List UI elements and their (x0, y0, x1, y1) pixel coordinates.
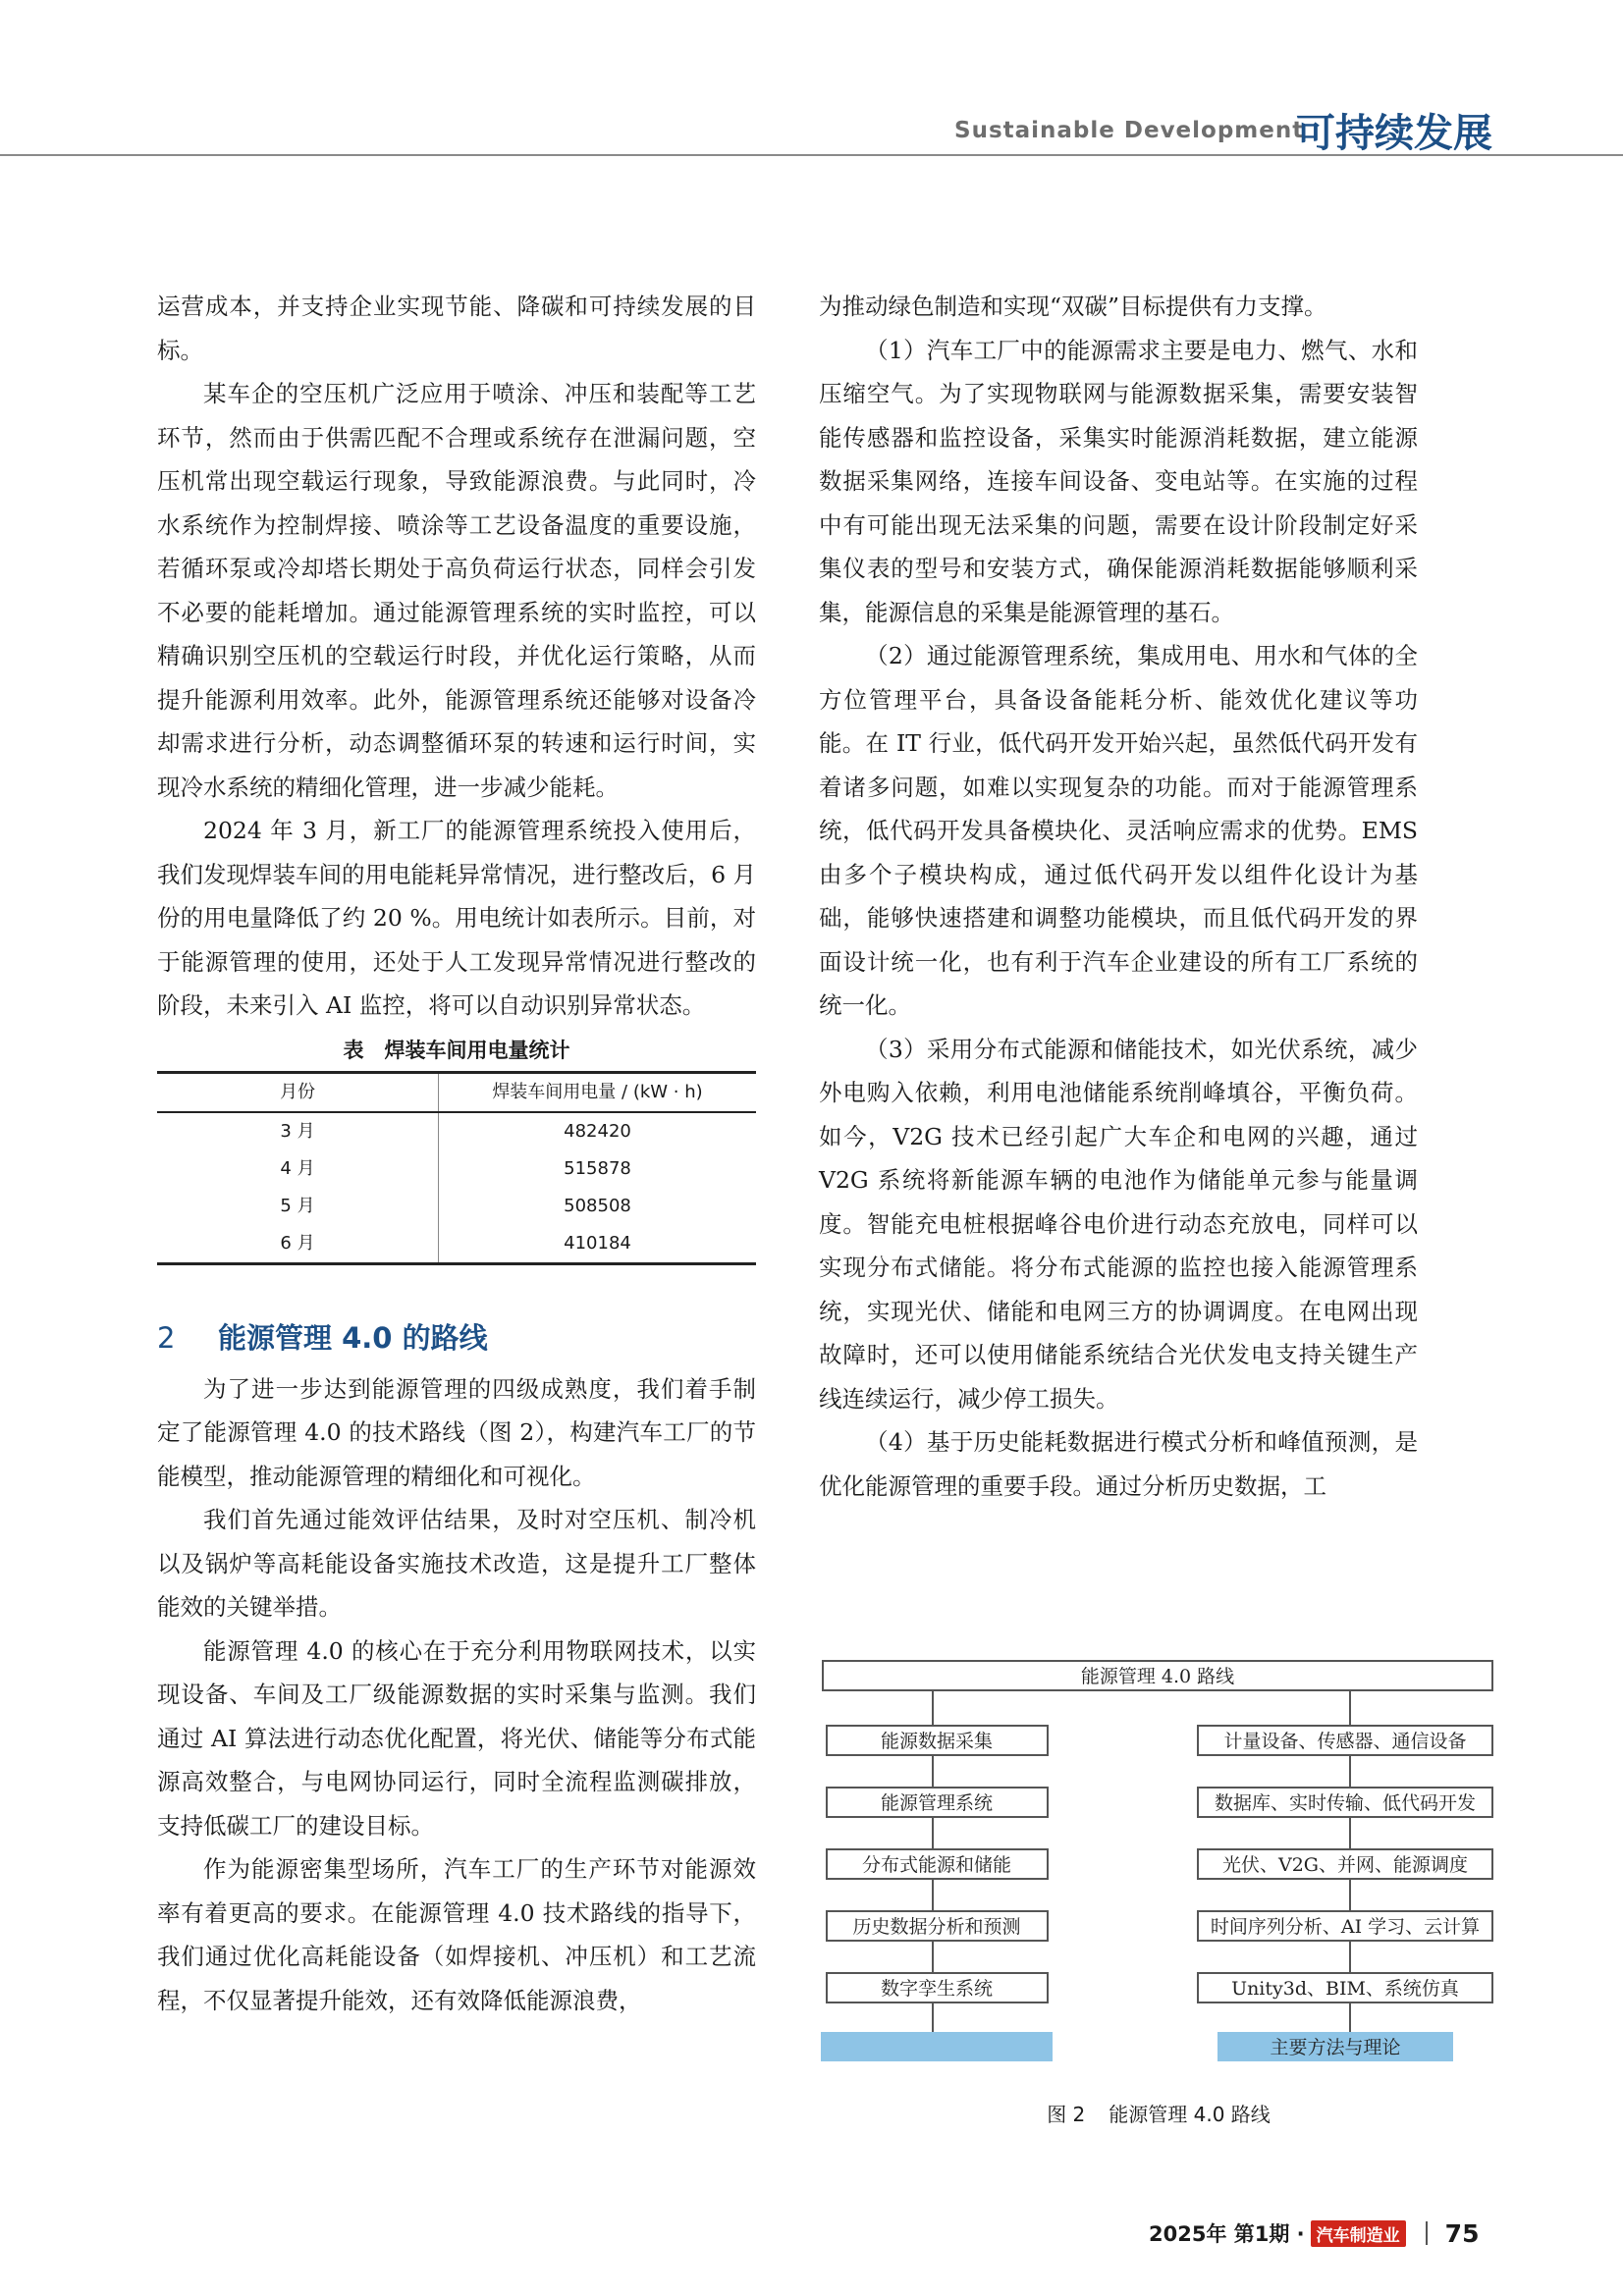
paragraph: （2）通过能源管理系统，集成用电、用水和气体的全方位管理平台，具备设备能耗分析、能效优化建议等功能。在 IT 行业，低代码开发开始兴起，虽然低代码开发有着诸多问题，如难以实现复杂的功能。而对于能源管理系统，低代码开发具备模块化、灵活响应需求的优势。EMS 由多个子模块构成，通过低代码开发以组件化设计为基础，能够快速搭建和调整功能模块，而且低代码开发的界面设计统一化，也有利于汽车企业建设的所有工厂系统的统一化。 (819, 642, 1418, 1019)
left-item-2: 能源管理系统 (880, 1792, 994, 1814)
paragraph: 2024 年 3 月，新工厂的能源管理系统投入使用后，我们发现焊装车间的用电能耗异常情况，进行整改后，6 月份的用电量降低了约 20 %。用电统计如表所示。目前，对于能源管理的使用，还处于人工发现异常情况进行整改的阶段，未来引入 AI 监控，将可以自动识别异常状态。 (157, 817, 756, 1019)
right-item-1: 计量设备、传感器、通信设备 (1223, 1731, 1467, 1752)
paragraph: 为了进一步达到能源管理的四级成熟度，我们着手制定了能源管理 4.0 的技术路线（图 2），构建汽车工厂的节能模型，推动能源管理的精细化和可视化。 (157, 1374, 756, 1490)
table-cell-usage: 515878 (564, 1157, 631, 1179)
footer-divider (1426, 2221, 1428, 2245)
paragraph: 我们首先通过能效评估结果，及时对空压机、制冷机以及锅炉等高耗能设备实施技术改造，这是提升工厂整体能效的关键举措。 (157, 1506, 756, 1621)
paragraph: （3）采用分布式能源和储能技术，如光伏系统，减少外电购入依赖，利用电池储能系统削峰填谷，平衡负荷。如今，V2G 技术已经引起广大车企和电网的兴趣，通过 V2G 系统将新能源车辆的电池作为储能单元参与能量调度。智能充电桩根据峰谷电价进行动态充放电，同样可以实现分布式储能。将分布式能源的监控也接入能源管理系统，实现光伏、储能和电网三方的协调调度。在电网出现故障时，还可以使用储能系统结合光伏发电支持关键生产线连续运行，减少停工损失。 (819, 1035, 1418, 1413)
table-row (157, 1112, 756, 1150)
left-item-3: 分布式能源和储能 (861, 1854, 1012, 1876)
right-item-2: 数据库、实时传输、低代码开发 (1214, 1792, 1477, 1814)
section-number: 2 (157, 1320, 176, 1355)
right-item-3: 光伏、V2G、并网、能源调度 (1222, 1854, 1468, 1876)
right-item-4: 时间序列分析、AI 学习、云计算 (1210, 1916, 1481, 1938)
issue-text: 2025年 第1期 · (1149, 2222, 1305, 2246)
section-heading (157, 1316, 756, 1360)
paragraph: 某车企的空压机广泛应用于喷涂、冲压和装配等工艺环节，然而由于供需匹配不合理或系统存在泄漏问题，空压机常出现空载运行现象，导致能源浪费。与此同时，冷水系统作为控制焊接、喷涂等工艺设备温度的重要设施，若循环泵或冷却塔长期处于高负荷运行状态，同样会引发不必要的能耗增加。通过能源管理系统的实时监控，可以精确识别空压机的空载运行时段，并优化运行策略，从而提升能源利用效率。此外，能源管理系统还能够对设备冷却需求进行分析，动态调整循环泵的转速和运行时间，实现冷水系统的精细化管理，进一步减少能耗。 (157, 380, 756, 801)
left-footer-box (821, 2032, 1053, 2061)
right-footer-label: 主要方法与理论 (1270, 2037, 1401, 2058)
table-cell-month: 6 月 (157, 1225, 439, 1264)
figure-caption-label: 图 2 (1047, 2103, 1086, 2126)
table-header-row (157, 1072, 756, 1112)
figure-caption-text: 能源管理 4.0 路线 (1109, 2103, 1271, 2126)
table-title: 表 焊装车间用电量统计 (343, 1038, 570, 1062)
table-cell-usage: 508508 (564, 1195, 631, 1216)
left-column (157, 285, 756, 2022)
table-row (157, 1188, 756, 1225)
magazine-logo: 汽车制造业 (1311, 2220, 1406, 2247)
page-footer (1149, 2218, 1479, 2248)
table-cell-month: 4 月 (157, 1150, 439, 1188)
left-item-5: 数字孪生系统 (880, 1978, 994, 2000)
table-cell-usage: 410184 (439, 1225, 757, 1264)
table-row (157, 1150, 756, 1188)
table-cell-month: 5 月 (157, 1188, 439, 1225)
right-column (819, 285, 1418, 1508)
table-cell-month: 3 月 (157, 1112, 439, 1150)
page-number: 75 (1444, 2218, 1480, 2248)
table-cell-usage: 482420 (564, 1120, 631, 1142)
table-header-month: 月份 (157, 1072, 439, 1112)
diagram-title: 能源管理 4.0 路线 (1080, 1666, 1235, 1687)
header-english-title: Sustainable Development (954, 118, 1305, 143)
roadmap-diagram (815, 1647, 1502, 2089)
table-header-usage: 焊装车间用电量 / (kW · h) (439, 1072, 757, 1112)
header-chinese-title: 可持续发展 (1296, 111, 1492, 156)
paragraph: 能源管理 4.0 的核心在于充分利用物联网技术，以实现设备、车间及工厂级能源数据的实时采集与监测。我们通过 AI 算法进行动态优化配置，将光伏、储能等分布式能源高效整合，与电网协同运行，同时全流程监测碳排放，支持低碳工厂的建设目标。 (157, 1636, 756, 1840)
paragraph: 作为能源密集型场所，汽车工厂的生产环节对能源效率有着更高的要求。在能源管理 4.0 技术路线的指导下，我们通过优化高耗能设备（如焊接机、冲压机）和工艺流程，不仅显著提升能效，还有效降低能源浪费， (157, 1855, 756, 2014)
figure-caption (815, 2099, 1502, 2127)
electricity-table (157, 1071, 756, 1265)
left-item-4: 历史数据分析和预测 (852, 1916, 1021, 1938)
section-title: 能源管理 4.0 的路线 (218, 1320, 488, 1355)
right-item-5: Unity3d、BIM、系统仿真 (1231, 1978, 1459, 2000)
paragraph: 运营成本，并支持企业实现节能、降碳和可持续发展的目标。 (157, 293, 756, 364)
paragraph: 为推动绿色制造和实现“双碳”目标提供有力支撑。 (819, 293, 1327, 320)
roadmap-figure (815, 1647, 1502, 2148)
table-row (157, 1225, 756, 1264)
left-item-1: 能源数据采集 (880, 1731, 994, 1752)
paragraph: （4）基于历史能耗数据进行模式分析和峰值预测，是优化能源管理的重要手段。通过分析历史数据，工 (819, 1428, 1418, 1500)
paragraph: （1）汽车工厂中的能源需求主要是电力、燃气、水和压缩空气。为了实现物联网与能源数据采集，需要安装智能传感器和监控设备，采集实时能源消耗数据，建立能源数据采集网络，连接车间设备、变电站等。在实施的过程中有可能出现无法采集的问题，需要在设计阶段制定好采集仪表的型号和安装方式，确保能源消耗数据能够顺利采集，能源信息的采集是能源管理的基石。 (819, 336, 1418, 626)
